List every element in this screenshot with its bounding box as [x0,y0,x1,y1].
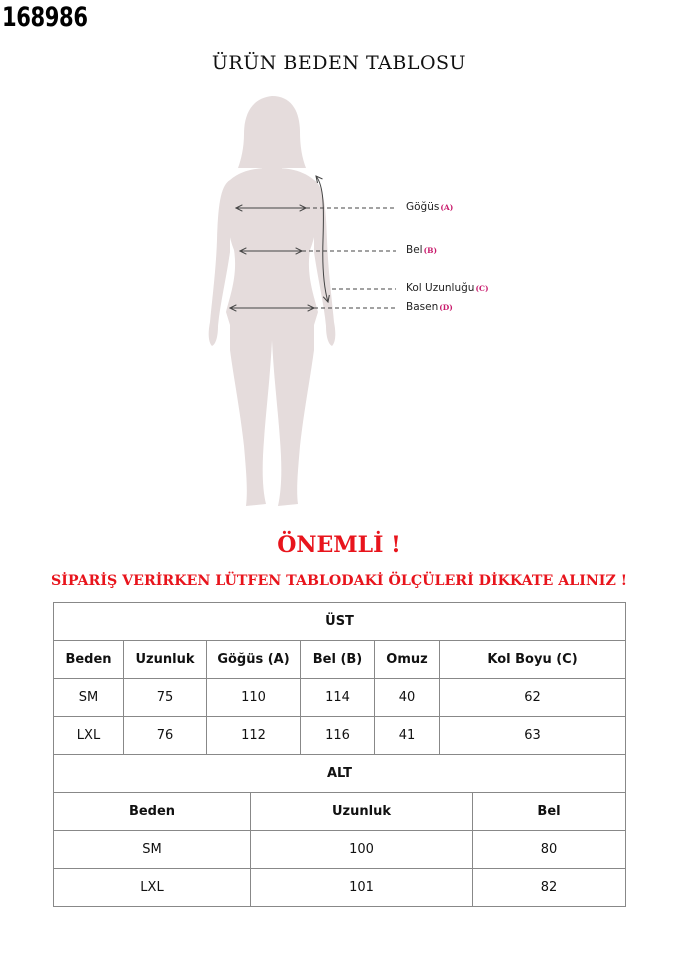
product-code: 168986 [2,2,88,33]
table-row [54,679,626,717]
chest-label [406,201,453,213]
page-title: ÜRÜN BEDEN TABLOSU [211,52,467,74]
column-header: Omuz [375,641,440,679]
table-cell: 63 [440,717,626,755]
table-cell: LXL [54,869,251,907]
chest-code: (A) [440,203,454,212]
column-header: Bel (B) [301,641,375,679]
table-header-row [54,641,626,679]
top-size-table [53,602,626,755]
arm-length-code: (C) [475,284,489,293]
table-row [54,717,626,755]
chest-label-text: Göğüs [406,201,440,213]
arm-length-label-text: Kol Uzunluğu [406,282,475,294]
bottom-size-table [53,754,626,907]
hip-label-text: Basen [406,301,439,313]
table-cell: 62 [440,679,626,717]
column-header: Uzunluk [124,641,207,679]
column-header: Beden [54,793,251,831]
table-cell: 76 [124,717,207,755]
hip-label [406,301,453,313]
waist-code: (B) [423,246,438,255]
table-title-row [54,603,626,641]
table-title-row [54,755,626,793]
top-table-title: ÜST [54,603,626,641]
column-header: Kol Boyu (C) [440,641,626,679]
arm-length-label [406,282,489,294]
table-cell: 82 [473,869,626,907]
table-cell: 116 [301,717,375,755]
important-heading: ÖNEMLİ ! [277,532,401,558]
column-header: Göğüs (A) [207,641,301,679]
table-cell: LXL [54,717,124,755]
body-silhouette [0,90,678,515]
important-note: SİPARİŞ VERİRKEN LÜTFEN TABLODAKİ ÖLÇÜLERİ DİKKATE ALINIZ ! [51,573,627,589]
table-row [54,831,626,869]
table-cell: SM [54,831,251,869]
waist-label [406,244,437,256]
table-cell: 80 [473,831,626,869]
column-header: Uzunluk [251,793,473,831]
waist-label-text: Bel [406,244,423,256]
table-header-row [54,793,626,831]
table-cell: 101 [251,869,473,907]
table-cell: 100 [251,831,473,869]
table-cell: 112 [207,717,301,755]
column-header: Bel [473,793,626,831]
table-cell: 41 [375,717,440,755]
measurement-figure [0,90,678,515]
table-row [54,869,626,907]
table-cell: 110 [207,679,301,717]
silhouette-shape [209,96,336,506]
bottom-table-title: ALT [54,755,626,793]
table-cell: 114 [301,679,375,717]
hip-code: (D) [439,303,453,312]
table-cell: SM [54,679,124,717]
table-cell: 40 [375,679,440,717]
column-header: Beden [54,641,124,679]
table-cell: 75 [124,679,207,717]
